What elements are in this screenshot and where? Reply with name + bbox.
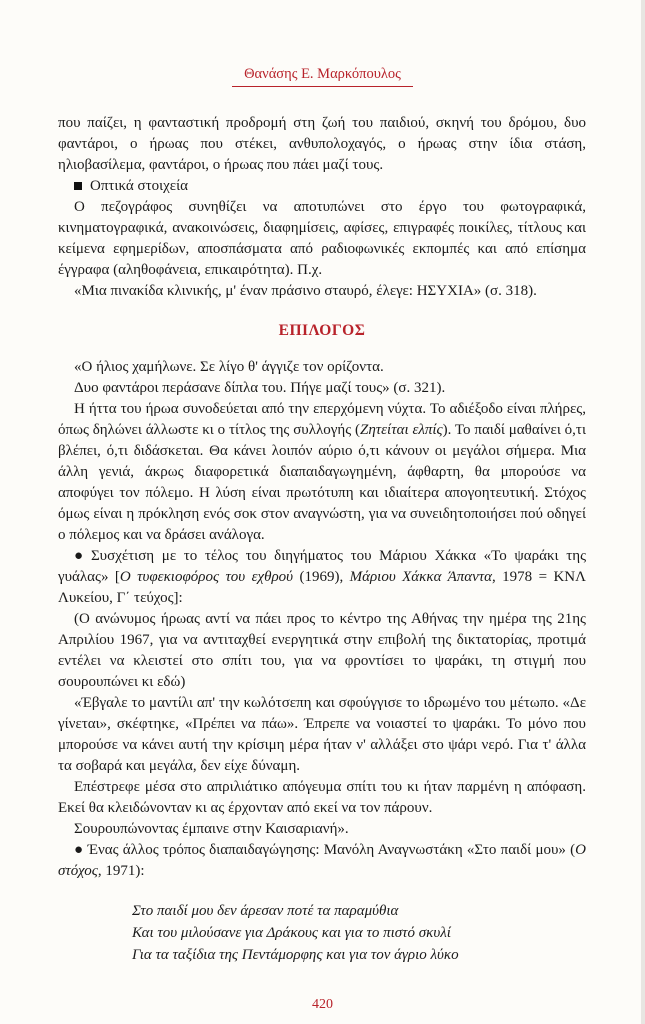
page-body [58, 113, 586, 966]
poem-line: Στο παιδί μου δεν άρεσαν ποτέ τα παραμύθια [132, 903, 399, 919]
paragraph-2: Ο πεζογράφος συνηθίζει να αποτυπώνει στο έργο του φωτογραφικά, κινηματογραφικά, ανακοινώσεις, διαφημίσεις, αφίσες, επιγραφές ποικίλες, τίτλους και κείμενα εφημερίδων, αποσπάσματα από ραδιοφωνικές εκπομπές και από επίσημα έγγραφα (αληθοφάνεια, επικαιρότητα). Π.χ. [58, 199, 586, 278]
header-underline [232, 86, 413, 87]
bullet-icon: ● [74, 548, 87, 564]
bullet-hakkas: ● Συσχέτιση με το τέλος του διηγήματος του Μάριου Χάκκα «Το ψαράκι της γυάλας» [Ο τυφεκιοφόρος του εχθρού (1969), Μάριου Χάκκα Άπαντα, 1978 = ΚΝΛ Λυκείου, Γ΄ τεύχος]: [58, 548, 587, 606]
quote-sunset-line-1: «Ο ήλιος χαμήλωνε. Σε λίγο θ' άγγιζε τον ορίζοντα. [74, 359, 384, 375]
running-header-author: Θανάσης Ε. Μαρκόπουλος [244, 66, 401, 82]
bullet-icon: ● [74, 842, 84, 858]
quote-clinic-sign: «Μια πινακίδα κλινικής, μ' έναν πράσινο σταυρό, έλεγε: ΗΣΥΧΙΑ» (σ. 318). [74, 283, 537, 299]
paragraph-5: «Έβγαλε το μαντίλι απ' την κωλότσεπη και σφούγγισε το ιδρωμένο του μέτωπο. «Δε γίνεται», σκέφτηκε, «Πρέπει να πάω». Έπρεπε να νοιαστεί το ψαράκι. Το μόνο που μπορούσε να κάνει αυτή την κρίσιμη μέρα ήταν ν' αλλάξει στο ψάρι νερό. Για τ' άλλα τα σοβαρά και μεγάλα, δεν είχε δύναμη. [58, 695, 586, 774]
poem-excerpt [132, 900, 586, 966]
paragraph-3: Η ήττα του ήρωα συνοδεύεται από την επερχόμενη νύχτα. Το αδιέξοδο είναι πλήρες, όπως δηλώνει άλλωστε κι ο τίτλος της συλλογής (Ζητείται ελπίς). Το παιδί μαθαίνει ό,τι βλέπει, ό,τι διδάσκεται. Θα κάνει λοιπόν αύριο ό,τι κάνουν οι μεγάλοι σήμερα. Μια άλλη γενιά, άκρως διαφορετικά διαπαιδαγωγημένη, άφθαρτη, θα μπορούσε να αποφύγει τον πόλεμο. Η λύση είναι πρωτότυπη και ιδιαίτερα απογοητευτική. Στόχος όμως είναι η πρόκληση ενός σοκ στον αναγνώστη, για να συνειδητοποιήσει πού οδηγεί ο πόλεμος και να δράσει ανάλογα. [58, 401, 586, 543]
section-title-epilogue: ΕΠΙΛΟΓΟΣ [278, 322, 366, 339]
bullet-anagnostakis: ● Ένας άλλος τρόπος διαπαιδαγώγησης: Μανόλη Αναγνωστάκη «Στο παιδί μου» (Ο στόχος, 1971): [58, 842, 586, 879]
quote-sunset-line-2: Δυο φαντάροι περάσανε δίπλα του. Πήγε μαζί τους» (σ. 321). [74, 380, 446, 396]
subheading-visual-elements: Οπτικά στοιχεία [58, 176, 586, 197]
paragraph-4: (Ο ανώνυμος ήρωας αντί να πάει προς το κέντρο της Αθήνας την ημέρα της 21ης Απριλίου 1967, για να αντιταχθεί ενεργητικά στην επιβολή της δικτατορίας, προτιμά εντέλει να κλειστεί στο σπίτι του, για να φροντίσει το ψαράκι, τη στιγμή που σουρουπώνει κι εδώ) [58, 611, 586, 690]
paragraph-1: που παίζει, η φανταστική προδρομή στη ζωή του παιδιού, σκηνή του δρόμου, δυο φαντάροι, ο ήρωας που στέκει, ανθυπολοχαγός, ο ήρωας στην ίδια στάση, ηλιοβασίλεμα, φαντάροι, ο ήρωας που πάει μαζί τους. [58, 115, 586, 173]
square-bullet-icon [74, 182, 82, 190]
poem-line: Και του μιλούσανε για Δράκους και για το πιστό σκυλί [132, 925, 451, 941]
page-number: 420 [312, 997, 333, 1012]
poem-line: Για τα ταξίδια της Πεντάμορφης και για τον άγριο λύκο [132, 947, 459, 963]
paragraph-7: Σουρουπώνοντας έμπαινε στην Καισαριανή». [74, 821, 349, 837]
paragraph-6: Επέστρεφε μέσα στο απριλιάτικο απόγευμα σπίτι του κι ήταν παρμένη η απόφαση. Εκεί θα κλειδώνονταν κι ας έρχονταν από εκεί να τον πάρουν. [58, 779, 586, 816]
